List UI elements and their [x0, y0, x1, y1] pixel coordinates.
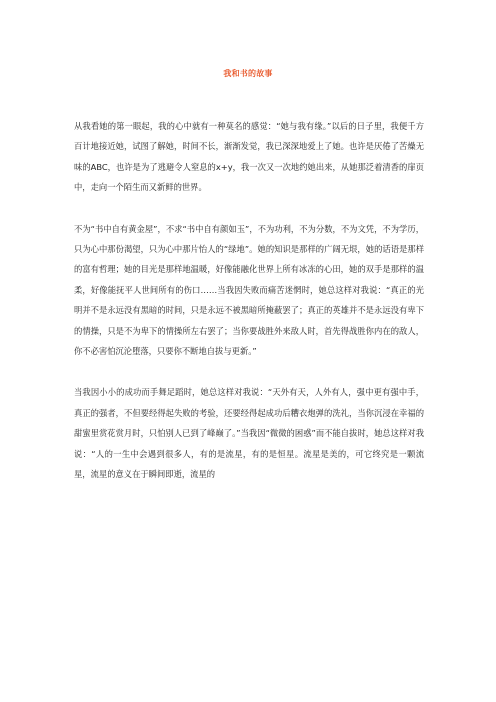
paragraph-2: 不为“书中自有黄金屋”，不求“书中自有颜如玉”，不为功利，不为分数，不为文凭，不为学历，只为心中那份渴望，只为心中那片怡人的“绿地”。她的知识是那样的广阔无垠，她的话语是那样的富有哲理；她的目光是那样地温暖，好像能融化世界上所有冰冻的心田，她的双手是那样的温柔，好像能抚平人世间所有的伤口……当我因失败而痛苦迷惘时，她总这样对我说：“真正的光明并不是永远没有黑暗的时间，只是永远不被黑暗所掩蔽罢了；真正的英雄并不是永远没有卑下的情操，只是不为卑下的情操所左右罢了；当你要战胜外来敌人时，首先得战胜你内在的敌人，你不必害怕沉沦堕落，只要你不断地自拔与更新。”	[74, 223, 424, 357]
paragraph-1: 从我看她的第一眼起，我的心中就有一种莫名的感觉：“她与我有缘。”以后的日子里，我便千方百计地接近她，试图了解她，时间不长，渐渐发觉，我已深深地爱上了她。也许是厌倦了苦燥无味的ABC，也许是为了逃避令人窒息的x+y，我一次又一次地约她出来，从她那泛着清香的扉页中，走向一个陌生而又新鲜的世界。	[74, 121, 424, 193]
document-body	[74, 116, 424, 506]
document-title: 我和书的故事	[223, 69, 273, 78]
paragraph-3: 当我因小小的成功而手舞足蹈时，她总这样对我说：“天外有天，人外有人，强中更有强中手，真正的强者，不但要经得起失败的考验，还要经得起成功后糟衣炮弹的洗礼，当你沉浸在幸福的甜蜜里赏花赏月时，只怕别人已到了峰巅了。”当我因“微微的困惑”而不能自拔时，她总这样对我说：“人的一生中会遇到很多人，有的是流星，有的是恒星。流星是美的，可它终究是一颗流星，流星的意义在于瞬间即逝，流星的	[74, 387, 424, 480]
